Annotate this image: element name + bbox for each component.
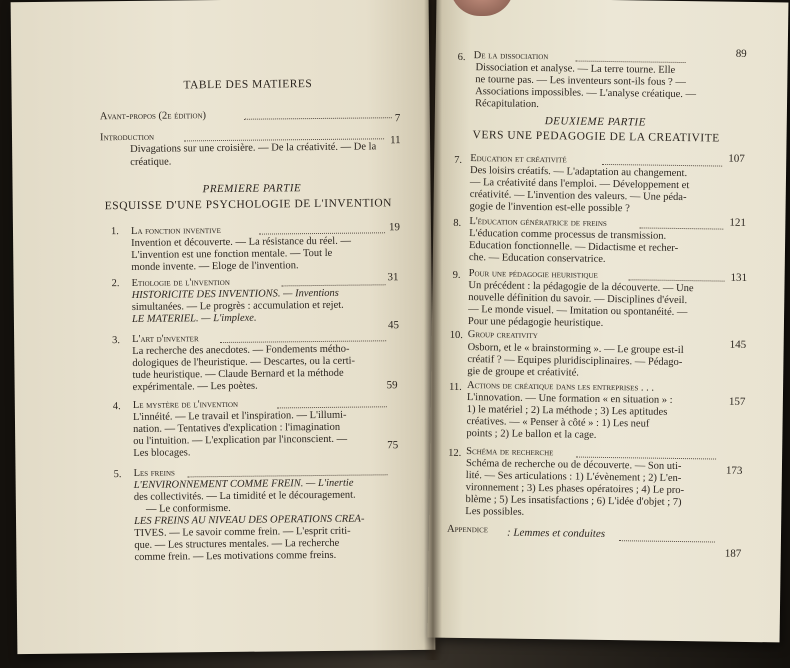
chapter-desc-line: HISTORICITE DES INVENTIONS. — Inventions — [131, 287, 339, 301]
part-heading: PREMIERE PARTIE — [202, 182, 302, 196]
chapter-number: 8. — [453, 217, 462, 229]
chapter-desc-line: créatives. — « Penser à côté » : 1) Les neuf — [466, 416, 650, 430]
dotted-leader — [639, 227, 723, 229]
chapter-desc-line: Récapitulation. — [474, 98, 539, 111]
page-number: 121 — [729, 216, 746, 229]
chapter-desc-line: nouvelle définition du savoir. — Disciplines d'éveil. — [468, 292, 688, 307]
chapter-title: Pour une pédagogie heuristique — [468, 268, 598, 281]
chapter-desc-line: 1) le matériel ; 2) La méthode ; 3) Les aptitudes — [466, 404, 668, 418]
chapter-desc-line: L'ENVIRONNEMENT COMME FREIN. — L'inertie — [133, 477, 354, 491]
chapter-title: De la dissociation — [473, 50, 549, 63]
chapter-desc-line: La recherche des anecdotes. — Fondements métho- — [132, 343, 350, 357]
page-number: 131 — [730, 271, 748, 284]
chapter-desc-line: blème ; 5) Les insatisfactions ; 6) L'idée d'objet ; 7) — [465, 494, 682, 509]
page-number: 31 — [387, 271, 399, 284]
chapter-desc-line: expérimentale. — Les poètes. — [132, 380, 258, 393]
page-number: 187 — [724, 547, 742, 560]
chapter-desc-line: — Le conformisme. — [145, 502, 231, 515]
chapter-desc-line: Pour une pédagogie heuristique. — [467, 316, 604, 329]
page-number: 59 — [386, 379, 398, 392]
chapter-desc-line: LES FREINS AU NIVEAU DES OPERATIONS CREA- — [133, 513, 365, 527]
entry-description: Divagations sur une croisière. — De la créativité. — De la créatique. — [130, 141, 377, 168]
part-title: ESQUISSE D'UNE PSYCHOLOGIE DE L'INVENTION — [104, 197, 393, 213]
chapter-desc-line: tude heuristique. — Claude Bernard et la méthode — [132, 367, 344, 381]
dotted-leader — [259, 232, 385, 234]
chapter-desc-line: simultanées. — Le progrès : accumulation et rejet. — [131, 299, 344, 313]
dotted-leader — [244, 117, 392, 120]
chapter-title: Actions de créatique dans les entreprises . . . — [466, 380, 655, 394]
chapter-desc-line: que. — Les structures mentales. — La recherche — [134, 537, 340, 551]
chapter-desc-line: Schéma de recherche ou de découverte. — Son uti- — [465, 458, 682, 473]
chapter-number: 2. — [111, 278, 120, 290]
dotted-leader — [277, 406, 387, 408]
chapter-title: La fonction inventive — [130, 225, 221, 237]
page-number: 173 — [725, 464, 743, 477]
toc-title: TABLE DES MATIERES — [183, 78, 313, 92]
appendix-label: Appendice — [446, 523, 489, 536]
chapter-desc-line: gogie de l'invention est-elle possible ? — [469, 201, 630, 215]
chapter-desc-line: ne tourne pas. — Les inventeurs sont-ils fous ? — — [475, 74, 686, 89]
chapter-desc-line: points ; 2) Le ballon et la cage. — [466, 428, 597, 441]
chapter-desc-line: L'invention est une fonction mentale. — Tout le — [131, 247, 333, 261]
chapter-title: L'éducation génératrice de freins — [469, 216, 607, 229]
chapter-number: 9. — [452, 269, 461, 281]
chapter-desc-line: TIVES. — Le savoir comme frein. — L'esprit criti- — [134, 525, 351, 539]
chapter-title: L'art d'inventer — [132, 333, 199, 345]
page-number: 7 — [394, 112, 401, 125]
chapter-desc-line: gie de groupe et créativité. — [467, 366, 579, 379]
dotted-leader — [188, 474, 388, 477]
chapter-number: 1. — [110, 226, 119, 238]
chapter-number: 12. — [448, 447, 462, 459]
chapter-title: Education et créativité — [470, 153, 567, 166]
chapter-desc-line: Education fonctionnelle. — Didactisme et recher- — [468, 240, 679, 254]
chapter-desc-line: — La créativité dans l'emploi. — Développement et — [469, 177, 690, 192]
chapter-desc-line: Invention et découverte. — La résistance du réel. — — [131, 235, 352, 249]
chapter-number: 4. — [112, 401, 121, 413]
chapter-desc-line: Les possibles. — [465, 506, 525, 518]
chapter-title: Le mystère de l'invention — [132, 398, 239, 411]
chapter-desc-line: Associations impossibles. — L'analyse créatique. — — [475, 86, 697, 101]
chapter-desc-line: L'éducation comme processus de transmission. — [469, 228, 667, 242]
book-gutter — [424, 0, 442, 660]
chapter-desc-line: créativité. — L'invention des valeurs. — Une péda- — [469, 189, 687, 204]
dotted-leader — [220, 340, 386, 343]
right-page — [428, 0, 789, 642]
chapter-desc-line: ou l'intuition. — L'explication par l'inconscient. — — [133, 433, 348, 447]
toc-entry-avant-propos: Avant-propos (2e édition) — [99, 110, 207, 123]
chapter-desc-line: vironnement ; 3) Les phases opératoires ; 4) Le pro- — [465, 482, 685, 497]
chapter-desc-line: Un précédent : la pédagogie de la découverte. — Une — [468, 280, 694, 295]
chapter-title: Etiologie de l'invention — [131, 276, 230, 289]
chapter-desc-line: monde invente. — Eloge de l'invention. — [131, 260, 299, 273]
chapter-title: Group creativity — [467, 329, 538, 342]
dotted-leader — [282, 284, 386, 286]
chapter-desc-line: Des loisirs créatifs. — L'adaptation au changement. — [469, 165, 688, 180]
chapter-number: 3. — [112, 335, 121, 347]
chapter-desc-line: créatif ? — Equipes pluridisciplinaires. — Pédago- — [467, 354, 683, 369]
running-page-number: 89 — [735, 47, 747, 60]
page-number: 157 — [728, 395, 746, 408]
page-number: 107 — [728, 152, 745, 165]
page-number: 145 — [729, 338, 747, 351]
page-number: 19 — [388, 221, 401, 234]
page-number: 45 — [387, 319, 400, 332]
chapter-number: 6. — [457, 51, 466, 63]
chapter-desc-line: des collectivités. — La timidité et le découragement. — [133, 489, 356, 503]
chapter-title: Schéma de recherche — [466, 446, 554, 459]
chapter-desc-line: che. — Education conservatrice. — [468, 252, 606, 265]
chapter-desc-line: — Le monde visuel. — Imitation ou spontanéité. — — [468, 304, 688, 319]
appendix-title: : Lemmes et conduites — [506, 526, 606, 540]
chapter-number: 7. — [454, 154, 463, 166]
chapter-desc-line: Osborn, et le « brainstorming ». — Le groupe est-il — [467, 342, 684, 357]
left-page — [11, 0, 436, 654]
dotted-leader — [576, 61, 686, 64]
chapter-desc-line: Dissociation et analyse. — La terre tourne. Elle — [475, 62, 676, 76]
chapter-desc-line: dologiques de l'heuristique. — Descartes, ou la certi- — [132, 355, 356, 369]
chapter-title: Les freins — [133, 467, 175, 479]
chapter-desc-line: LE MATERIEL. — L'implexe. — [131, 312, 257, 325]
dotted-leader — [619, 540, 715, 542]
chapter-desc-line: comme frein. — Les motivations comme freins. — [134, 549, 337, 563]
chapter-desc-line: nation. — Tentatives d'explication : l'imagination — [133, 421, 341, 435]
toc-entry-introduction: Introduction — [99, 131, 155, 144]
chapter-number: 5. — [113, 469, 122, 481]
part-heading: DEUXIEME PARTIE — [544, 115, 646, 129]
part-title: VERS UNE PEDAGOGIE DE LA CREATIVITE — [472, 129, 720, 145]
chapter-desc-line: lité. — Ses articulations : 1) L'évènement ; 2) L'en- — [465, 470, 682, 485]
chapter-desc-line: Les blocages. — [133, 447, 191, 459]
page-number: 75 — [387, 439, 399, 452]
dotted-leader — [629, 279, 725, 281]
chapter-desc-line: L'innéité. — Le travail et l'inspiration. — L'illumi- — [132, 409, 347, 423]
chapter-number: 10. — [449, 329, 463, 341]
page-number: 11 — [390, 134, 401, 147]
chapter-number: 11. — [448, 381, 462, 393]
chapter-desc-line: L'innovation. — Une formation « en situation » : — [466, 392, 673, 406]
